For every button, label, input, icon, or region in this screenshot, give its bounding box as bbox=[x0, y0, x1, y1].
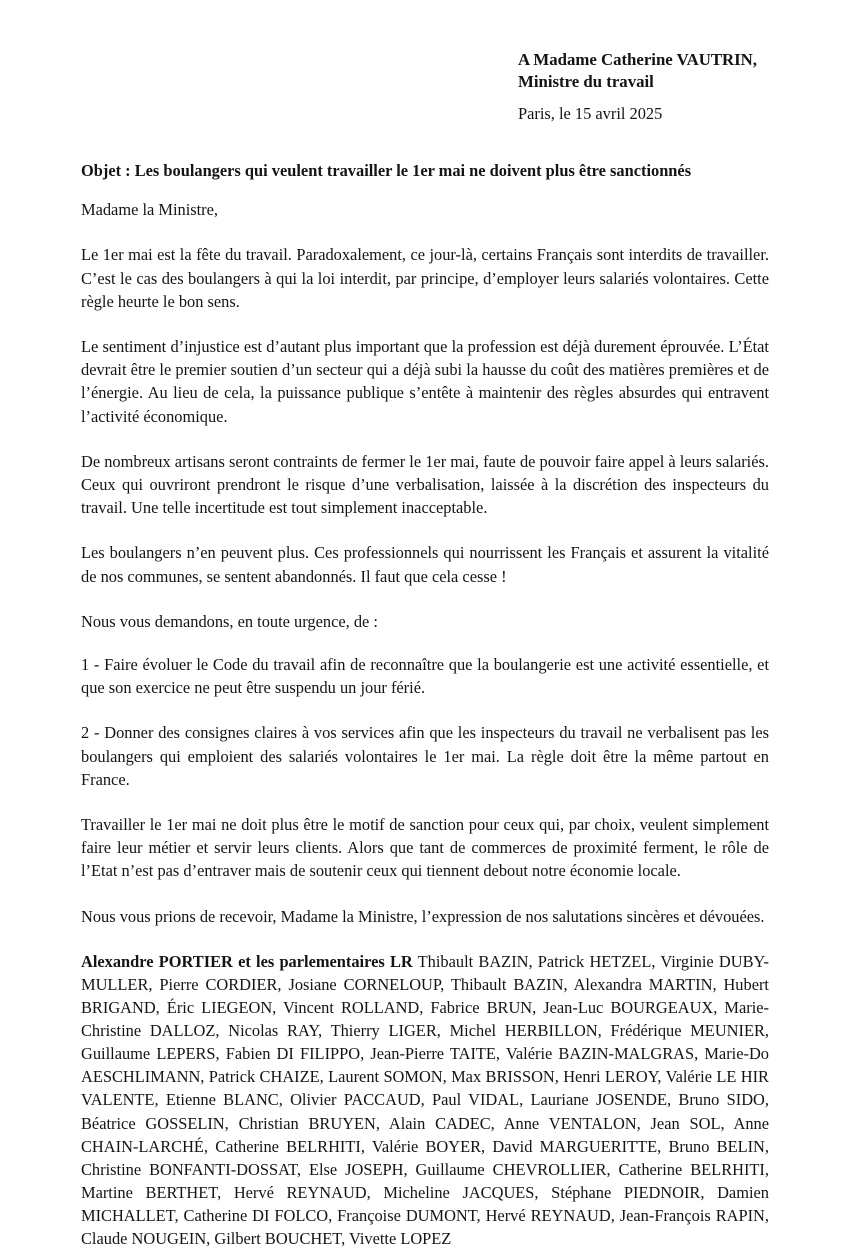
place-date: Paris, le 15 avril 2025 bbox=[518, 104, 663, 123]
paragraph-2: Le sentiment d’injustice est d’autant plus important que la profession est déjà durement éprouvée. L’État devrait être le premier soutien d’un secteur qui a déjà subi la hausse du coût des matières premières et de l’énergie. Au lieu de cela, la puissance publique s’entête à maintenir des règles absurdes qui entravent l’activité économique. bbox=[81, 337, 769, 426]
paragraph-4: Les boulangers n’en peuvent plus. Ces professionnels qui nourrissent les Français et assurent la vitalité de nos communes, se sentent abandonnés. Il faut que cela cesse ! bbox=[81, 543, 769, 586]
recipient-title: Ministre du travail bbox=[518, 72, 654, 91]
signatories-lead: Alexandre PORTIER et les parlementaires LR bbox=[81, 951, 413, 971]
request-2: 2 - Donner des consignes claires à vos services afin que les inspecteurs du travail ne verbalisent pas les boulangers qui emploient des salariés volontaires le 1er mai. La règle doit être la même partout en France. bbox=[81, 723, 769, 789]
paragraph-5: Nous vous demandons, en toute urgence, de : bbox=[81, 611, 378, 631]
paragraph-1: Le 1er mai est la fête du travail. Paradoxalement, ce jour-là, certains Français sont interdits de travailler. C’est le cas des boulangers à qui la loi interdit, par principe, d’employer leurs salariés volontaires. Cette règle heurte le bon sens. bbox=[81, 245, 769, 311]
paragraph-3: De nombreux artisans seront contraints de fermer le 1er mai, faute de pouvoir faire appel à leurs salariés. Ceux qui ouvriront prendront le risque d’une verbalisation, laissée à la discrétion des inspecteurs du travail. Une telle incertitude est tout simplement inacceptable. bbox=[81, 451, 769, 518]
greeting: Madame la Ministre, bbox=[81, 200, 219, 220]
subject-line: Objet : Les boulangers qui veulent travailler le 1er mai ne doivent plus être sanctionnés bbox=[81, 161, 692, 180]
closing-formula: Nous vous prions de recevoir, Madame la Ministre, l’expression de nos salutations sincères et dévouées. bbox=[81, 906, 765, 926]
signatories bbox=[81, 950, 769, 1250]
request-1: 1 - Faire évoluer le Code du travail afin de reconnaître que la boulangerie est une activité essentielle, et que son exercice ne peut être suspendu un jour férié. bbox=[81, 655, 769, 698]
paragraph-8: Travailler le 1er mai ne doit plus être le motif de sanction pour ceux qui, par choix, veulent simplement faire leur métier et servir leurs clients. Alors que tant de commerces de proximité ferment, le rôle de l’Etat n’est pas d’entraver mais de soutenir ceux qui tiennent debout notre économie locale. bbox=[81, 815, 769, 881]
recipient-name: A Madame Catherine VAUTRIN, bbox=[518, 50, 757, 69]
letter-body bbox=[81, 159, 769, 1250]
recipient-block bbox=[518, 49, 757, 93]
signatories-names: Thibault BAZIN, Patrick HETZEL, Virginie DUBY-MULLER, Pierre CORDIER, Josiane CORNELOUP, Thibault BAZIN, Alexandra MARTIN, Hubert BRIGAND, Éric LIEGEON, Vincent ROLLAND, Fabrice BRUN, Jean-Luc BOURGEAUX, Marie-Christine DALLOZ, Nicolas RAY, Thierry LIGER, Michel HERBILLON, Frédérique MEUNIER, Guillaume LEPERS, Fabien DI FILIPPO, Jean-Pierre TAITE, Valérie BAZIN-MALGRAS, Marie-Do AESCHLIMANN, Patrick CHAIZE, Laurent SOMON, Max BRISSON, Henri LEROY, Valérie LE HIR VALENTE, Etienne BLANC, Olivier PACCAUD, Paul VIDAL, Lauriane JOSENDE, Bruno SIDO, Béatrice GOSSELIN, Christian BRUYEN, Alain CADEC, Anne VENTALON, Jean SOL, Anne CHAIN-LARCHÉ, Catherine BELRHITI, Valérie BOYER, David MARGUERITTE, Bruno BELIN, Christine BONFANTI-DOSSAT, Else JOSEPH, Guillaume CHEVROLLIER, Catherine BELRHITI, Martine BERTHET, Hervé REYNAUD, Micheline JACQUES, Stéphane PIEDNOIR, Damien MICHALLET, Catherine DI FOLCO, Françoise DUMONT, Hervé REYNAUD, Jean-François RAPIN, Claude NOUGEIN, Gilbert BOUCHET, Vivette LOPEZ bbox=[81, 951, 769, 1248]
